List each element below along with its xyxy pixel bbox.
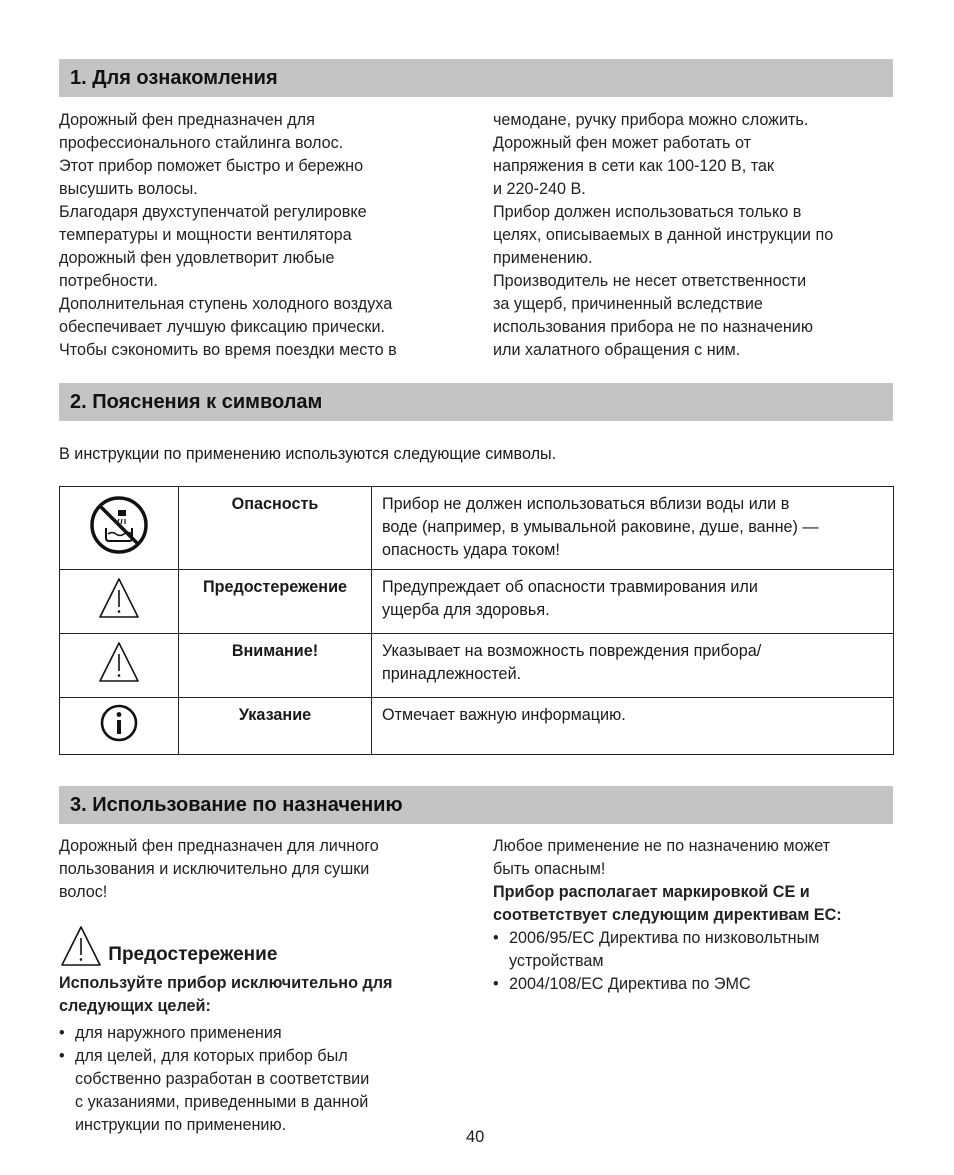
no-water-icon — [88, 494, 150, 556]
text-line: применению. — [493, 249, 593, 267]
text-line: потребности. — [59, 272, 158, 290]
list-item — [493, 927, 913, 973]
text-line: • 2004/108/ЕС Директива по ЭМС — [509, 975, 751, 993]
text-line: Производитель не несет ответственности — [493, 272, 807, 290]
symbol-description — [372, 570, 894, 634]
text-line: высушить волосы. — [59, 180, 198, 198]
directive-bullet-list — [493, 927, 913, 996]
text-line: использования прибора не по назначению — [493, 318, 813, 336]
text-line: соответствует следующим директивам ЕС: — [493, 906, 842, 924]
text-line: Дорожный фен предназначен для личного — [59, 837, 379, 855]
warning-title: Предостережение — [108, 944, 278, 965]
text-line: Отмечает важную информацию. — [382, 706, 626, 724]
list-item — [59, 1045, 469, 1137]
warning-heading — [59, 925, 277, 967]
text-line: за ущерб, причиненный вследствие — [493, 295, 763, 313]
section-1-right-column — [493, 109, 903, 362]
text-line: быть опасным! — [493, 860, 606, 878]
text-line: Дорожный фен предназначен для — [59, 111, 315, 129]
section-3-right-column — [493, 835, 913, 996]
text-line: и 220-240 В. — [493, 180, 586, 198]
table-row — [60, 487, 894, 570]
text-line: опасность удара током! — [382, 541, 560, 559]
icon-cell — [60, 698, 179, 755]
text-line: Этот прибор поможет быстро и бережно — [59, 157, 364, 175]
text-line: воде (например, в умывальной раковине, душе, ванне) — — [382, 518, 819, 536]
text-line: принадлежностей. — [382, 665, 522, 683]
text-line: пользования и исключительно для сушки — [59, 860, 370, 878]
text-line: Дополнительная ступень холодного воздуха — [59, 295, 393, 313]
text-line: с указаниями, приведенными в данной — [75, 1093, 369, 1111]
text-line: • для целей, для которых прибор был — [75, 1047, 348, 1065]
symbol-description — [372, 698, 894, 755]
warning-triangle-icon — [97, 576, 141, 620]
section-1-title: 1. Для ознакомления — [59, 59, 893, 97]
text-line: следующих целей: — [59, 997, 211, 1015]
page-number: 40 — [466, 1128, 485, 1146]
text-line: обеспечивает лучшую фиксацию прически. — [59, 318, 386, 336]
table-row — [60, 698, 894, 755]
text-line: Дорожный фен может работать от — [493, 134, 752, 152]
text-line: собственно разработан в соответствии — [75, 1070, 370, 1088]
icon-cell — [60, 634, 179, 698]
symbols-table — [59, 486, 894, 755]
section-3-title: 3. Использование по назначению — [59, 786, 893, 824]
text-line: Чтобы сэкономить во время поездки место в — [59, 341, 397, 359]
text-line: или халатного обращения с ним. — [493, 341, 741, 359]
table-row — [60, 634, 894, 698]
text-line: Используйте прибор исключительно для — [59, 974, 393, 992]
section-3-warning-body — [59, 972, 469, 1137]
symbol-term: Предостережение — [179, 570, 372, 634]
symbol-term: Опасность — [179, 487, 372, 570]
section-3-left-intro — [59, 835, 469, 904]
text-line: волос! — [59, 883, 108, 901]
list-item — [493, 973, 913, 996]
text-line: дорожный фен удовлетворит любые — [59, 249, 335, 267]
section-1-left-column — [59, 109, 469, 362]
symbol-term: Внимание! — [179, 634, 372, 698]
text-line: • для наружного применения — [75, 1024, 282, 1042]
table-row — [60, 570, 894, 634]
text-line: ущерба для здоровья. — [382, 601, 550, 619]
text-line: чемодане, ручку прибора можно сложить. — [493, 111, 809, 129]
text-line: Предупреждает об опасности травмирования или — [382, 578, 758, 596]
text-line: профессионального стайлинга волос. — [59, 134, 344, 152]
warning-triangle-icon — [59, 925, 103, 967]
text-line: • 2006/95/ЕС Директива по низковольтным — [509, 929, 820, 947]
section-2-title: 2. Пояснения к символам — [59, 383, 893, 421]
info-icon — [99, 703, 139, 743]
symbol-term: Указание — [179, 698, 372, 755]
text-line: температуры и мощности вентилятора — [59, 226, 352, 244]
warning-triangle-icon — [97, 640, 141, 684]
icon-cell — [60, 487, 179, 570]
text-line: инструкции по применению. — [75, 1116, 287, 1134]
text-line: Прибор не должен использоваться вблизи воды или в — [382, 495, 790, 513]
text-line: Любое применение не по назначению может — [493, 837, 831, 855]
text-line: Прибор должен использоваться только в — [493, 203, 802, 221]
symbols-intro: В инструкции по применению используются следующие символы. — [59, 445, 557, 463]
symbol-description — [372, 634, 894, 698]
symbol-description — [372, 487, 894, 570]
list-item — [59, 1022, 469, 1045]
text-line: целях, описываемых в данной инструкции по — [493, 226, 834, 244]
icon-cell — [60, 570, 179, 634]
text-line: устройствам — [509, 952, 604, 970]
text-line: Благодаря двухступенчатой регулировке — [59, 203, 367, 221]
text-line: Указывает на возможность повреждения прибора/ — [382, 642, 762, 660]
text-line: напряжения в сети как 100-120 В, так — [493, 157, 775, 175]
warning-bullet-list — [59, 1022, 469, 1137]
text-line: Прибор располагает маркировкой CE и — [493, 883, 810, 901]
